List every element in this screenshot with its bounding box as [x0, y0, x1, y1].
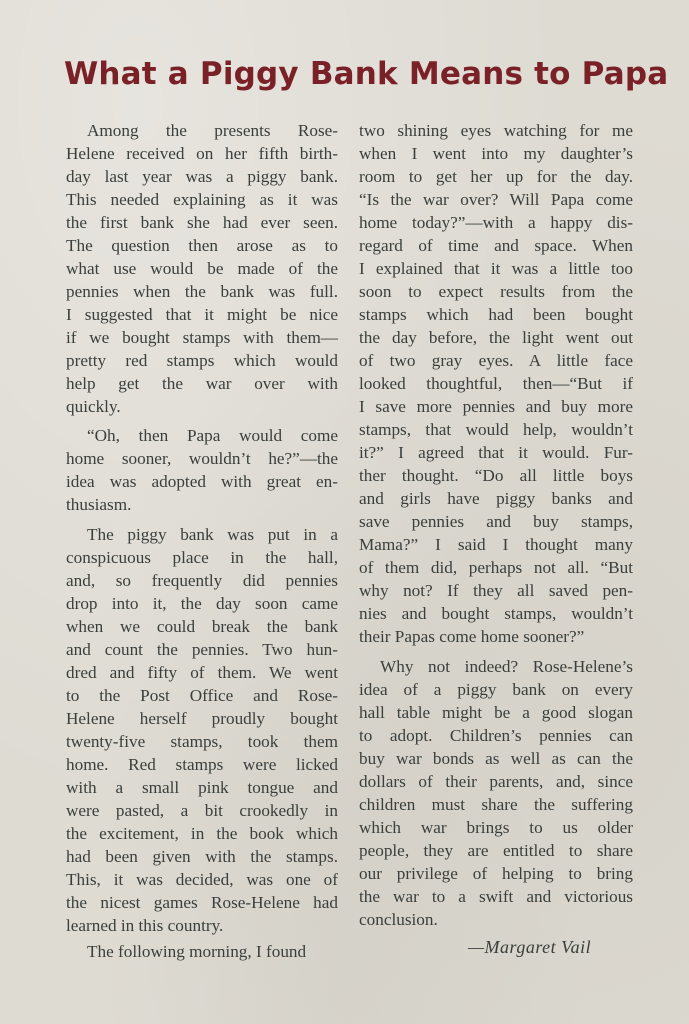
text-line: nies and bought stamps, wouldn’t	[359, 604, 633, 623]
text-line: home. Red stamps were licked	[66, 755, 338, 774]
text-line: save pennies and buy stamps,	[359, 512, 633, 531]
text-line: the nicest games Rose-Helene had	[66, 893, 338, 912]
text-line: I suggested that it might be nice	[66, 305, 338, 324]
text-line: of two gray eyes. A little face	[359, 351, 633, 370]
text-line: if we bought stamps with them—	[66, 328, 338, 347]
text-line: to adopt. Children’s pennies can	[359, 726, 633, 745]
text-line: and, so frequently did pennies	[66, 571, 338, 590]
text-line: when we could break the bank	[66, 617, 338, 636]
text-line: dred and fifty of them. We went	[66, 663, 338, 682]
text-line: Helene herself proudly bought	[66, 709, 338, 728]
text-line: conclusion.	[359, 910, 438, 929]
text-line: “Is the war over? Will Papa come	[359, 190, 633, 209]
text-line: Among the presents Rose-	[87, 121, 338, 140]
text-line: to the Post Office and Rose-	[66, 686, 338, 705]
text-line: our privilege of helping to bring	[359, 864, 633, 883]
text-line: people, they are entitled to share	[359, 841, 633, 860]
text-line: thusiasm.	[66, 495, 132, 514]
text-line: and count the pennies. Two hun-	[66, 640, 338, 659]
text-line: why not? If they all saved pen-	[359, 581, 633, 600]
author-signature: —Margaret Vail	[468, 937, 592, 957]
text-line: which war brings to us older	[359, 818, 633, 837]
text-line: dollars of their parents, and, since	[359, 772, 633, 791]
text-line: hall table might be a good slogan	[359, 703, 633, 722]
text-line: ther thought. “Do all little boys	[359, 466, 633, 485]
text-line: This needed explaining as it was	[66, 190, 338, 209]
text-line: had been given with the stamps.	[66, 847, 338, 866]
text-line: when I went into my daughter’s	[359, 144, 633, 163]
text-line: twenty-five stamps, took them	[66, 732, 338, 751]
text-line: drop into it, the day soon came	[66, 594, 338, 613]
text-line: quickly.	[66, 397, 121, 416]
text-line: their Papas come home sooner?”	[359, 627, 585, 646]
text-line: were pasted, a bit crookedly in	[66, 801, 338, 820]
text-line: “Oh, then Papa would come	[87, 426, 338, 445]
text-line: buy war bonds as well as can the	[359, 749, 633, 768]
text-line: the excitement, in the book which	[66, 824, 338, 843]
text-line: stamps, that would help, wouldn’t	[359, 420, 633, 439]
text-line: of them did, perhaps not all. “But	[359, 558, 633, 577]
text-line: home today?”—with a happy dis-	[359, 213, 633, 232]
text-line: I save more pennies and buy more	[359, 397, 633, 416]
text-line: the day before, the light went out	[359, 328, 633, 347]
text-line: pretty red stamps which would	[66, 351, 338, 370]
text-line: the war to a swift and victorious	[359, 887, 633, 906]
text-line: with a small pink tongue and	[66, 778, 338, 797]
text-line: conspicuous place in the hall,	[66, 548, 338, 567]
text-line: children must share the suffering	[359, 795, 633, 814]
text-line: This, it was decided, was one of	[66, 870, 338, 889]
text-line: it?” I agreed that it would. Fur-	[359, 443, 633, 462]
text-line: the first bank she had ever seen.	[66, 213, 338, 232]
text-line: idea of a piggy bank on every	[359, 680, 633, 699]
text-line: and girls have piggy banks and	[359, 489, 633, 508]
text-line: Why not indeed? Rose-Helene’s	[380, 657, 633, 676]
text-line: what use would be made of the	[66, 259, 338, 278]
text-line: two shining eyes watching for me	[359, 121, 633, 140]
text-line: room to get her up for the day.	[359, 167, 633, 186]
text-line: day last year was a piggy bank.	[66, 167, 338, 186]
text-line: looked thoughtful, then—“But if	[359, 374, 633, 393]
text-line: The piggy bank was put in a	[87, 525, 338, 544]
text-line: help get the war over with	[66, 374, 338, 393]
text-line: The question then arose as to	[66, 236, 338, 255]
article-title: What a Piggy Bank Means to Papa	[64, 56, 669, 92]
text-line: Helene received on her fifth birth-	[66, 144, 338, 163]
text-line: soon to expect results from the	[359, 282, 633, 301]
text-line: I explained that it was a little too	[359, 259, 633, 278]
text-line: stamps which had been bought	[359, 305, 633, 324]
text-line: home sooner, wouldn’t he?”—the	[66, 449, 338, 468]
text-line: learned in this country.	[66, 916, 224, 935]
text-line: idea was adopted with great en-	[66, 472, 338, 491]
text-line: regard of time and space. When	[359, 236, 633, 255]
text-line: The following morning, I found	[87, 942, 307, 961]
text-line: Mama?” I said I thought many	[359, 535, 633, 554]
text-line: pennies when the bank was full.	[66, 282, 338, 301]
